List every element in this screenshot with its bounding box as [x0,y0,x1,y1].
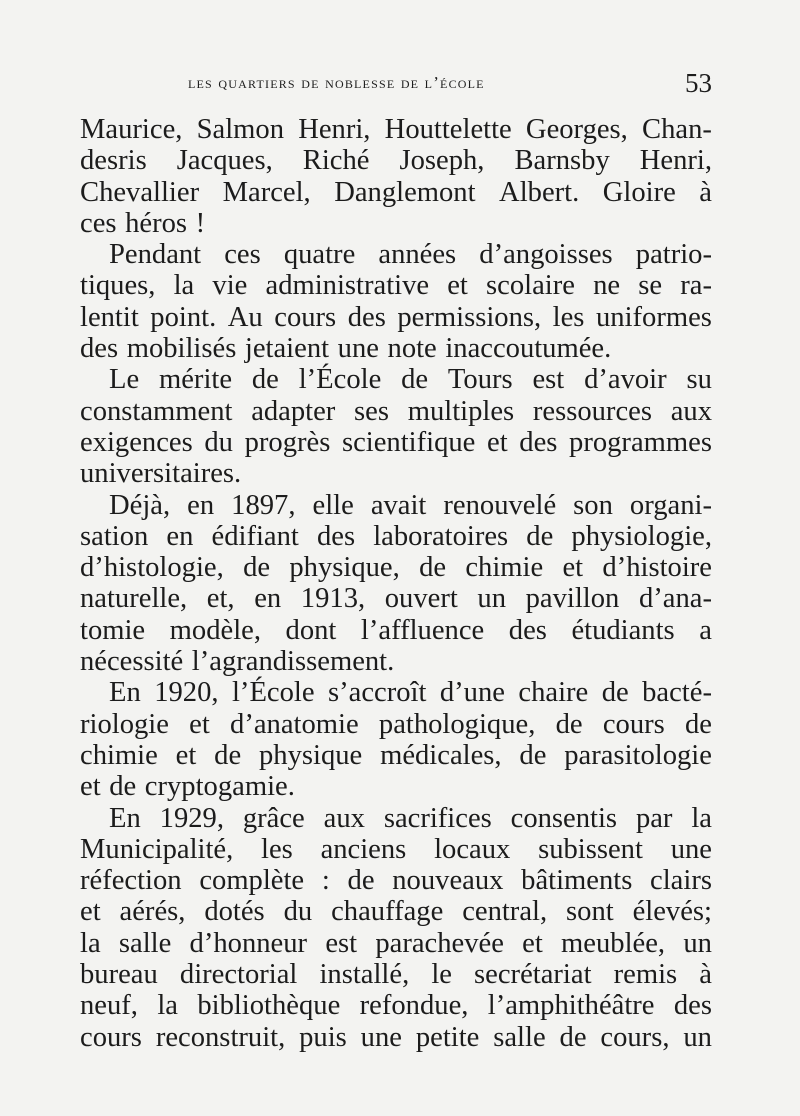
text-line: Le mérite de l’École de Tours est d’avoir su [109,364,712,396]
text-line: cours reconstruit, puis une petite salle de cours, un [80,1021,712,1053]
text-line: Pendant ces quatre années d’angoisses patrio- [109,239,712,271]
text-line: Déjà, en 1897, elle avait renouvelé son organi- [109,489,712,521]
paragraph [80,803,712,1053]
text-line: des mobilisés jetaient une note inaccoutumée. [80,333,612,365]
paragraph [80,239,712,364]
text-line: En 1929, grâce aux sacrifices consentis par la [109,802,712,834]
text-line: réfection complète : de nouveaux bâtiments clairs [80,865,712,897]
text-line: Municipalité, les anciens locaux subissent une [80,833,712,865]
text-line: la salle d’honneur est parachevée et meublée, un [80,927,712,959]
text-line: Chevallier Marcel, Danglemont Albert. Gloire à [80,176,712,208]
text-line: et aérés, dotés du chauffage central, sont élevés; [80,896,712,928]
text-line: constamment adapter ses multiples ressources aux [80,395,712,427]
text-line: d’histologie, de physique, de chimie et d’histoire [80,552,712,584]
text-line: universitaires. [80,458,242,490]
text-line: naturelle, et, en 1913, ouvert un pavillon d’ana- [80,583,712,615]
text-line: lentit point. Au cours des permissions, les uniformes [80,301,712,333]
page-number: 53 [685,68,712,98]
paragraph [80,114,712,239]
paragraph [80,364,712,489]
text-line: neuf, la bibliothèque refondue, l’amphithéâtre des [80,990,712,1022]
page-header [0,64,800,104]
text-line: riologie et d’anatomie pathologique, de cours de [80,708,712,740]
running-title: les quartiers de noblesse de l’école [188,73,485,92]
text-line: En 1920, l’École s’accroît d’une chaire de bacté- [109,677,712,709]
text-line: exigences du progrès scientifique et des programmes [80,426,712,458]
text-line: tiques, la vie administrative et scolaire ne se ra- [80,270,712,302]
text-line: ces héros ! [80,207,206,239]
text-line: et de cryptogamie. [80,771,295,803]
text-line: desris Jacques, Riché Joseph, Barnsby Henri, [80,145,712,177]
paragraph [80,677,712,802]
text-line: sation en édifiant des laboratoires de physiologie, [80,520,712,552]
text-line: tomie modèle, dont l’affluence des étudiants a [80,614,712,646]
text-line: bureau directorial installé, le secrétariat remis à [80,959,712,991]
paragraph [80,490,712,678]
body-text [80,114,712,1053]
text-line: nécessité l’agrandissement. [80,646,395,678]
text-line: chimie et de physique médicales, de parasitologie [80,739,712,771]
text-line: Maurice, Salmon Henri, Houttelette Georges, Chan- [80,114,712,145]
